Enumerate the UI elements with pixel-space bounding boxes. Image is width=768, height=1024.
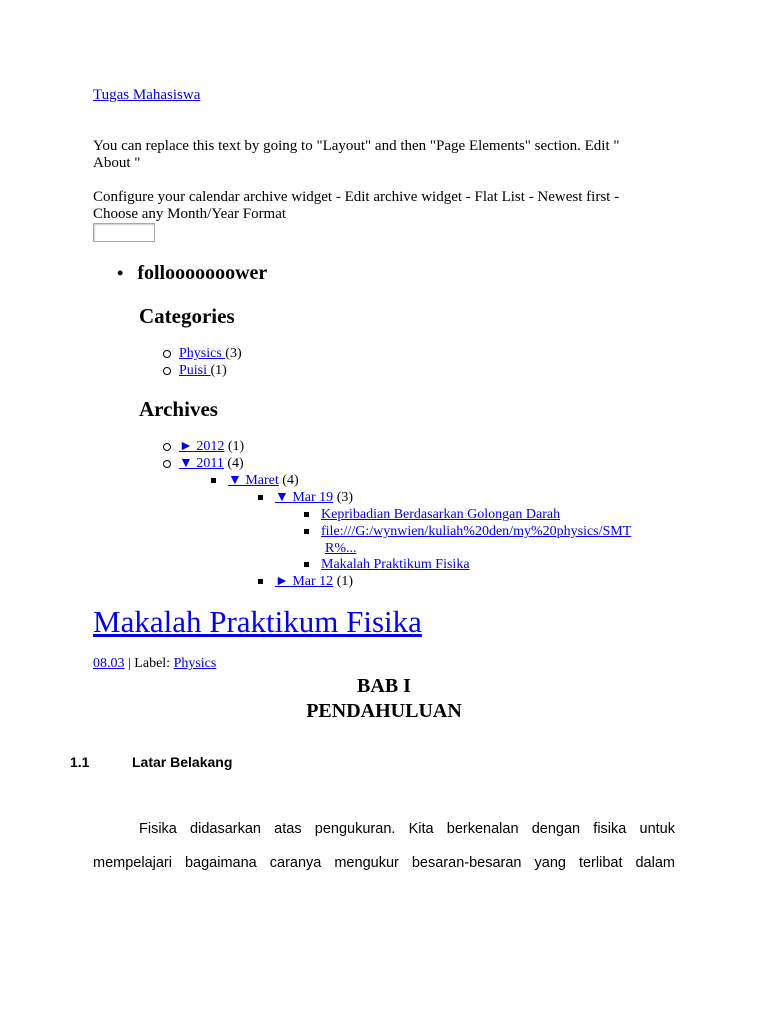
archive-item-2011 <box>163 455 244 472</box>
archive-post-link[interactable]: Makalah Praktikum Fisika <box>321 557 470 572</box>
archive-post-item <box>304 556 470 573</box>
archives-heading: Archives <box>139 397 218 421</box>
section-title: Latar Belakang <box>132 754 233 770</box>
blog-title-link[interactable]: Tugas Mahasiswa <box>93 87 201 103</box>
archive-item-mar19 <box>258 489 353 506</box>
archive-link-mar19[interactable]: ▼ Mar 19 <box>275 490 334 505</box>
post-meta <box>93 656 216 672</box>
archive-item-mar12 <box>258 573 353 590</box>
archive-link-maret[interactable]: ▼ Maret <box>228 473 279 488</box>
circle-bullet-icon <box>163 367 171 375</box>
square-bullet-icon <box>304 562 309 567</box>
chapter-heading <box>0 674 768 724</box>
paragraph-line: mempelajari bagaimana caranya mengukur besaran-besaran yang terlibat dalam <box>93 855 675 871</box>
category-item <box>163 345 242 362</box>
archive-count: (1) <box>227 439 245 454</box>
archive-item-maret <box>211 472 299 489</box>
label-prefix: | Label: <box>124 656 174 671</box>
category-item <box>163 362 227 379</box>
archive-config-text: Configure your calendar archive widget - Edit archive widget - Flat List - Newest first - Choose any Month/Year Format <box>93 189 620 222</box>
archive-post-item <box>304 523 631 540</box>
paragraph-line-1-text: Fisika didasarkan atas pengukuran. Kita berkenalan dengan fisika untuk <box>139 821 675 837</box>
circle-bullet-icon <box>163 443 171 451</box>
archive-count: (4) <box>282 473 299 488</box>
archive-count: (3) <box>336 490 354 505</box>
archive-link-2012[interactable]: ► 2012 <box>179 439 225 454</box>
archive-post-link-cont[interactable]: R%... <box>325 541 357 556</box>
archive-post-link[interactable]: file:///G:/wynwien/kuliah%20den/my%20physics/SMT <box>321 524 632 539</box>
section-heading <box>70 754 232 770</box>
post-time-link[interactable]: 08.03 <box>93 656 125 671</box>
archive-post-item <box>304 506 560 523</box>
archive-post-link[interactable]: Kepribadian Berdasarkan Golongan Darah <box>321 507 561 522</box>
square-bullet-icon <box>304 529 309 534</box>
category-count: (1) <box>210 363 227 378</box>
chapter-title: PENDAHULUAN <box>306 700 462 722</box>
square-bullet-icon <box>304 512 309 517</box>
category-count: (3) <box>225 346 242 361</box>
category-link-physics[interactable]: Physics <box>179 346 226 361</box>
archive-link-2011[interactable]: ▼ 2011 <box>179 456 224 471</box>
archive-count: (4) <box>227 456 244 471</box>
archive-count: (1) <box>336 574 354 589</box>
square-bullet-icon <box>211 478 216 483</box>
chapter-number: BAB I <box>357 675 411 697</box>
circle-bullet-icon <box>163 460 171 468</box>
square-bullet-icon <box>258 495 263 500</box>
archive-link-mar12[interactable]: ► Mar 12 <box>275 574 334 589</box>
bullet-icon: • <box>117 263 124 283</box>
follower-heading-text: follooooooower <box>137 262 268 284</box>
circle-bullet-icon <box>163 350 171 358</box>
follower-heading <box>117 262 267 285</box>
category-link-puisi[interactable]: Puisi <box>179 363 211 378</box>
archive-select[interactable] <box>93 223 155 242</box>
post-title-link[interactable]: Makalah Praktikum Fisika <box>93 604 422 639</box>
paragraph-line <box>93 821 675 837</box>
square-bullet-icon <box>258 579 263 584</box>
archive-post-item-cont <box>325 540 357 557</box>
archive-item-2012 <box>163 438 244 455</box>
post-label-link[interactable]: Physics <box>173 656 217 671</box>
categories-heading: Categories <box>139 304 235 328</box>
about-text: You can replace this text by going to "Layout" and then "Page Elements" section. Edit " About " <box>93 138 620 171</box>
section-number: 1.1 <box>70 754 90 770</box>
